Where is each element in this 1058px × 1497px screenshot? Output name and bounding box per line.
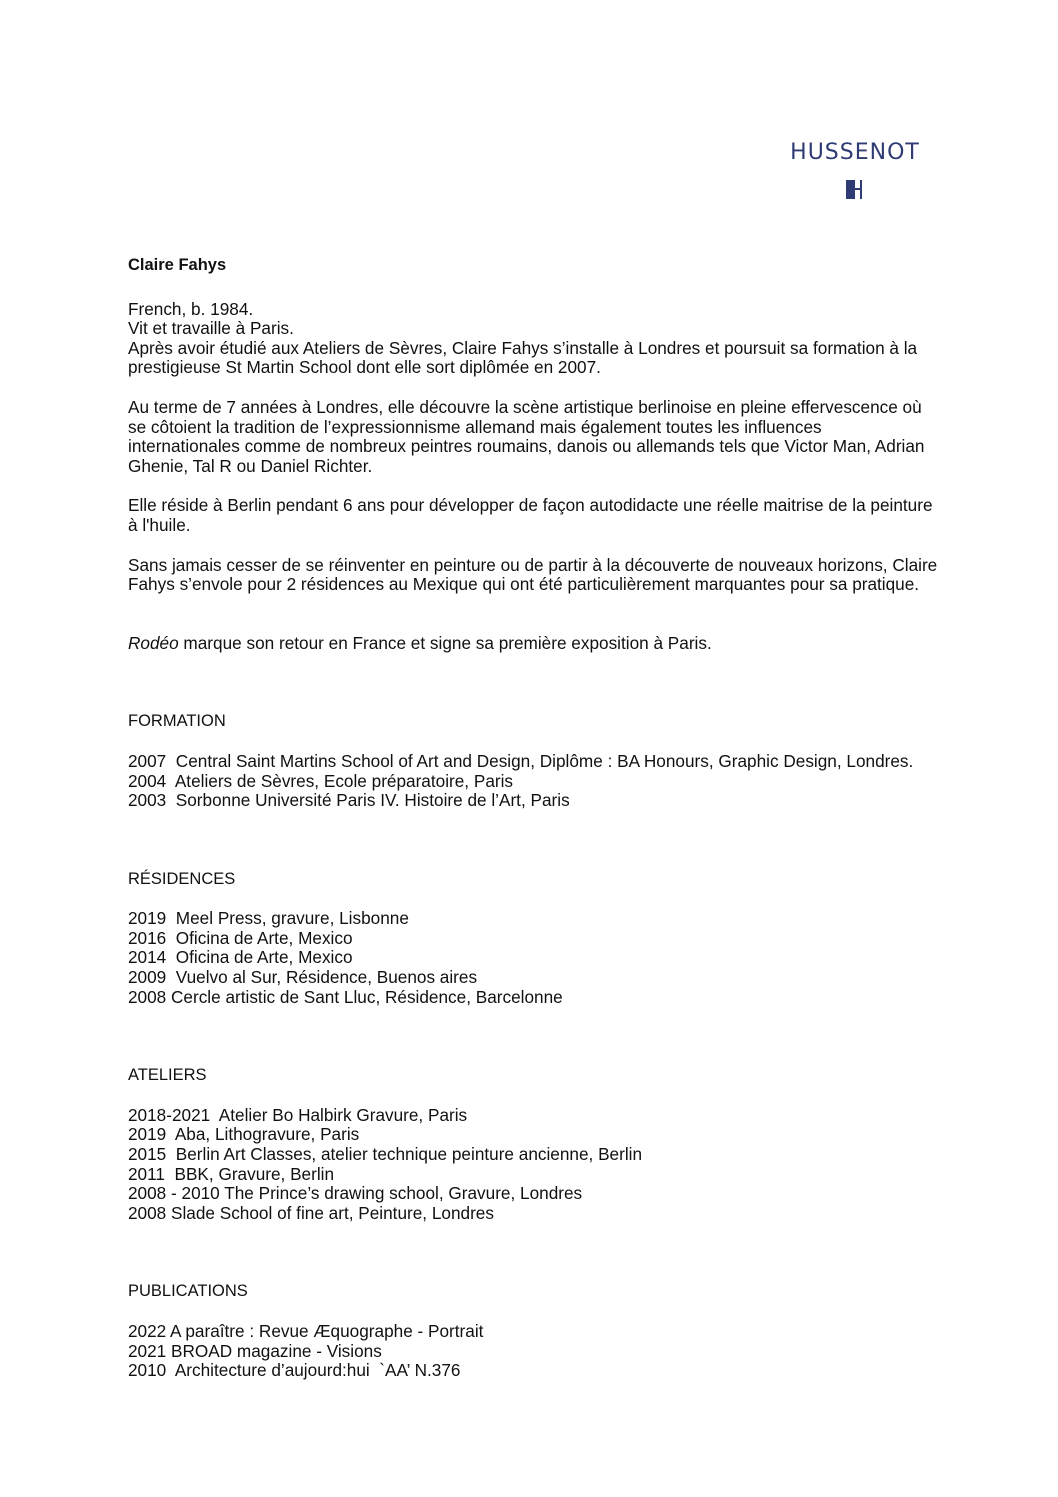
- section-title: RÉSIDENCES: [128, 869, 236, 888]
- section-entry: 2008 - 2010 The Prince’s drawing school, Gravure, Londres: [128, 1183, 583, 1204]
- bio-paragraph: Après avoir étudié aux Ateliers de Sèvres, Claire Fahys s’installe à Londres et poursuit sa formation à la prestigieuse St Martin School dont elle sort diplômée en 2007.: [128, 337, 918, 378]
- cv-document: [128, 256, 938, 1381]
- bio-paragraph: Elle réside à Berlin pendant 6 ans pour développer de façon autodidacte une réelle maitrise de la peinture à l'huile.: [128, 495, 933, 535]
- section-entry: 2009 Vuelvo al Sur, Résidence, Buenos aires: [128, 967, 478, 988]
- artist-nationality: French, b. 1984.: [128, 298, 254, 319]
- bio-paragraph: Sans jamais cesser de se réinventer en peinture ou de partir à la découverte de nouveaux horizons, Claire Fahys s’envole pour 2 résidences au Mexique qui ont été particulièrement marquantes pour sa pratique.: [128, 554, 938, 595]
- section-entry: 2004 Ateliers de Sèvres, Ecole préparatoire, Paris: [128, 770, 514, 791]
- section-entry: 2019 Aba, Lithogravure, Paris: [128, 1124, 360, 1145]
- section-entry: 2014 Oficina de Arte, Mexico: [128, 947, 353, 968]
- section-entry: 2018-2021 Atelier Bo Halbirk Gravure, Paris: [128, 1104, 468, 1125]
- section-entry: 2008 Slade School of fine art, Peinture, Londres: [128, 1202, 494, 1223]
- artist-residence: Vit et travaille à Paris.: [128, 318, 294, 339]
- section-entry: 2021 BROAD magazine - Visions: [128, 1340, 382, 1361]
- section-entry: 2007 Central Saint Martins School of Art and Design, Diplôme : BA Honours, Graphic Design, Londres.: [128, 750, 914, 771]
- section-entry: 2003 Sorbonne Université Paris IV. Histoire de l’Art, Paris: [128, 790, 570, 811]
- artist-name: Claire Fahys: [128, 256, 227, 274]
- section-title: ATELIERS: [128, 1066, 207, 1085]
- cv-sections: [128, 653, 938, 1380]
- bio-paragraph: Au terme de 7 années à Londres, elle découvre la scène artistique berlinoise en pleine effervescence où se côtoient la tradition de l’expressionnisme allemand mais également toutes les influences internationales comme de nombreux peintres roumains, danois ou allemands tels que Victor Man, Adrian Ghenie, Tal R ou Daniel Richter.: [128, 396, 925, 476]
- section-entry: 2010 Architecture d’aujourd:hui `AA’ N.376: [128, 1360, 461, 1381]
- section-entry: 2016 Oficina de Arte, Mexico: [128, 927, 353, 948]
- section-entry: 2019 Meel Press, gravure, Lisbonne: [128, 908, 409, 929]
- exhibition-title: Rodéo: [128, 632, 179, 653]
- section-title: FORMATION: [128, 712, 226, 731]
- section-entry: 2008 Cercle artistic de Sant Lluc, Résidence, Barcelonne: [128, 986, 563, 1007]
- section-title: PUBLICATIONS: [128, 1282, 248, 1301]
- gallery-logo-text: HUSSENOT: [790, 140, 920, 165]
- closing-statement: [128, 634, 938, 654]
- section-entry: 2011 BBK, Gravure, Berlin: [128, 1163, 335, 1184]
- section-entry: 2022 A paraître : Revue Æquographe - Portrait: [128, 1321, 484, 1341]
- closing-text: marque son retour en France et signe sa première exposition à Paris.: [178, 632, 712, 653]
- section-entry: 2015 Berlin Art Classes, atelier technique peinture ancienne, Berlin: [128, 1144, 643, 1165]
- gallery-logo: [780, 138, 930, 168]
- gallery-logo-mark-icon: [846, 180, 863, 199]
